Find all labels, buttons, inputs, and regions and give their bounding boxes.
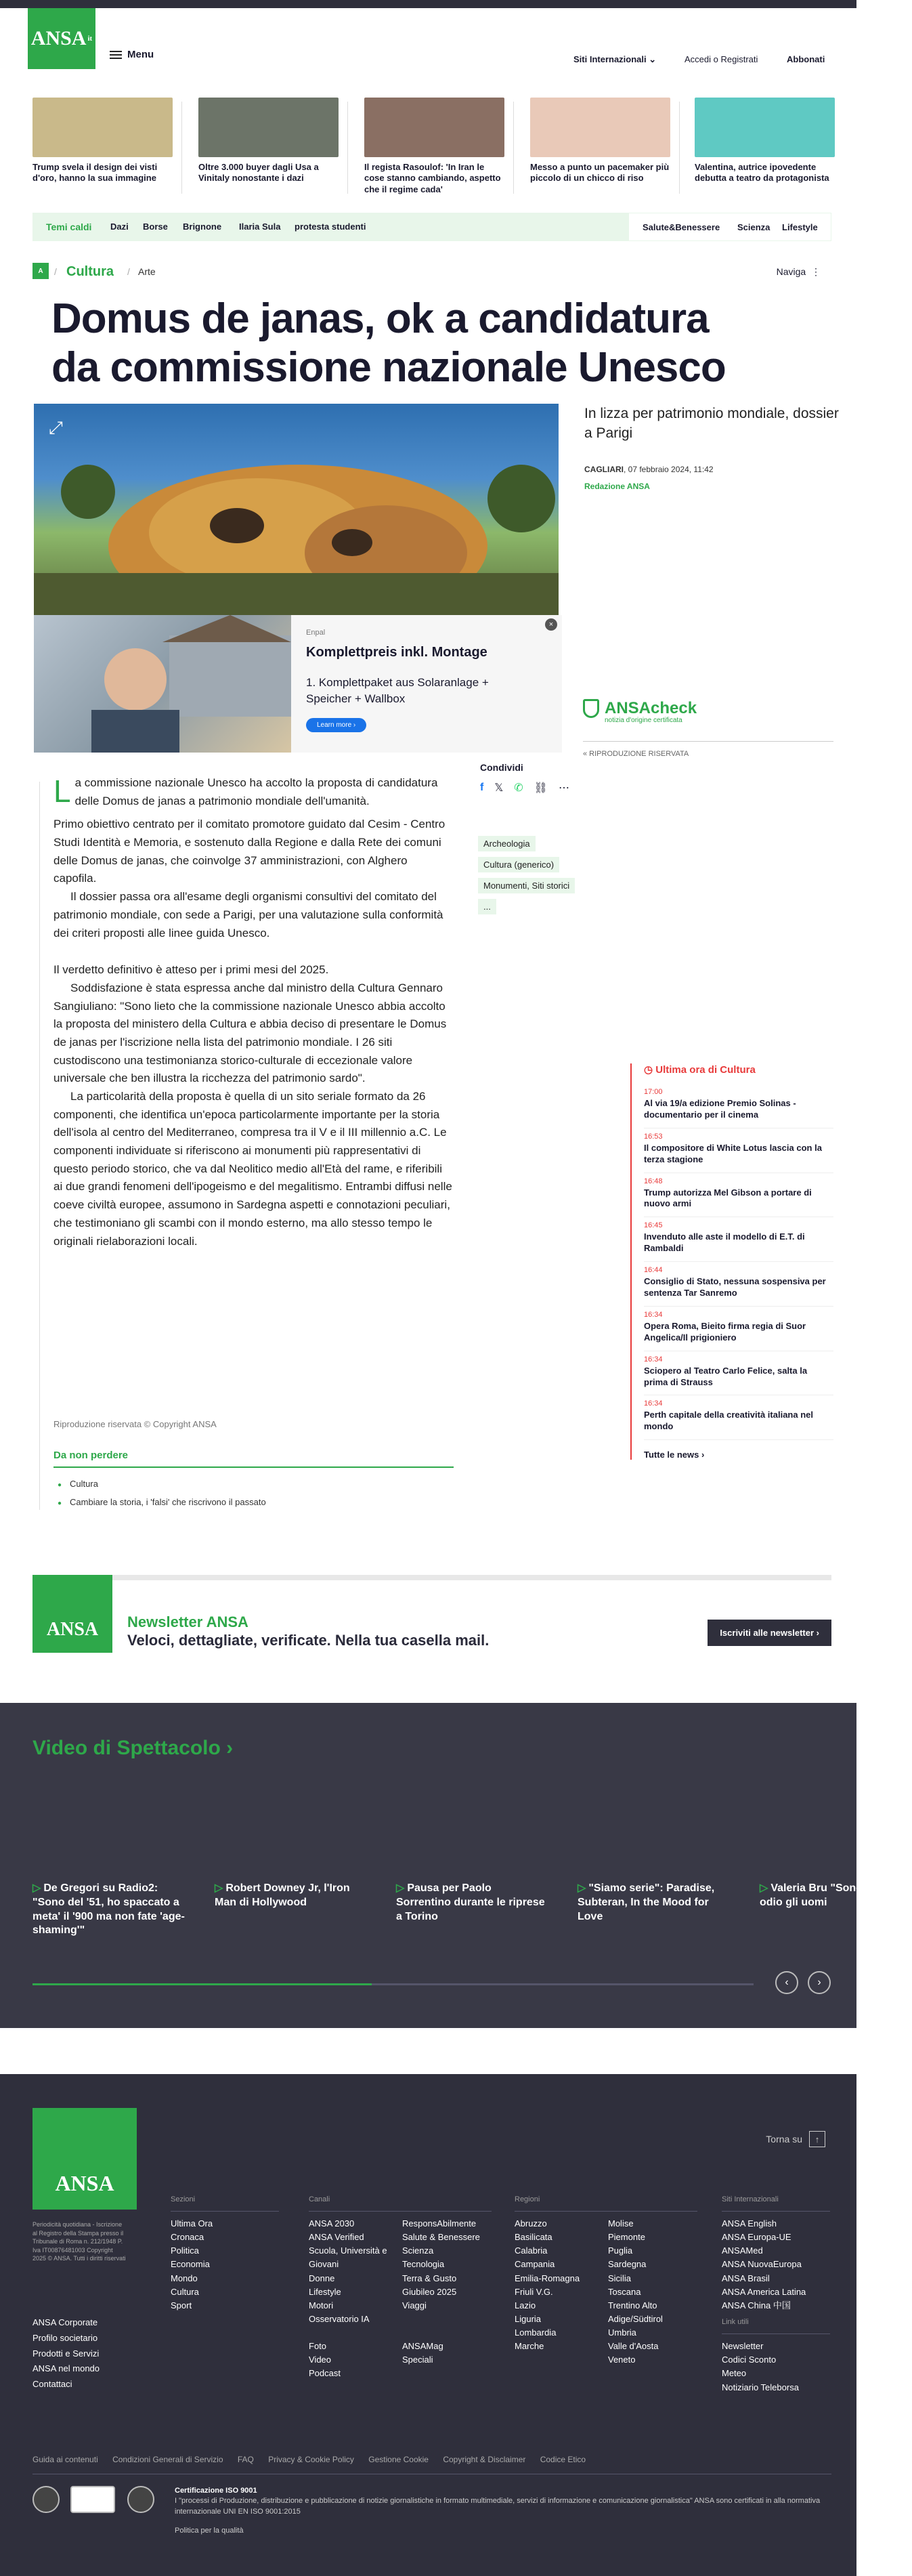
news-headline: Al via 19/a edizione Premio Solinas - documentario per il cinema [644,1098,796,1120]
footer-bottom-links [32,2455,831,2474]
footer-link[interactable]: Privacy & Cookie Policy [268,2455,354,2464]
article-paragraph: Primo obiettivo centrato per il comitato promotore guidato dal Cesim - Centro Studi Identità e Memoria, e sostenuto dalla Regione e dalla Rete dei comuni delle Domus de janas, che coinvolge 37 amministrazioni, con Alghero capofila. [53,818,446,885]
footer-regions [515,2194,697,2367]
news-time: 16:48 [644,1177,663,1185]
footer-link[interactable]: Puglia [608,2245,633,2256]
top-bar [0,0,856,8]
footer-link[interactable]: Giubileo 2025 [402,2286,457,2297]
article-dateline [584,465,714,474]
certification-seal-icon [32,2486,60,2513]
article-subheadline: In lizza per patrimonio mondiale, dossier a Parigi [584,406,839,442]
play-icon: ▷ [32,1882,41,1894]
footer-link[interactable]: Ultima Ora [171,2218,213,2229]
footer-link[interactable]: Donne [309,2273,335,2283]
news-title: Il regista Rasoulof: 'In Iran le cose stanno cambiando, aspetto che il regime cada' [364,162,501,194]
footer-link[interactable]: Sicilia [608,2273,631,2283]
footer-link[interactable]: Emilia-Romagna [515,2273,580,2283]
footer-link[interactable]: Friuli V.G. [515,2286,553,2297]
footer-link[interactable]: Viaggi [402,2300,427,2310]
footer-link[interactable]: Notiziario Teleborsa [722,2382,799,2392]
ad-photo [34,615,291,753]
latest-news-item[interactable] [644,1307,833,1351]
hamburger-icon [110,51,122,59]
video-card[interactable] [396,1882,548,1924]
news-title: Trump svela il design dei visti d'oro, hanno la sua immagine [32,162,158,184]
news-headline: Sciopero al Teatro Carlo Felice, salta la prima di Strauss [644,1365,808,1387]
footer-link[interactable]: Video [309,2355,332,2365]
footer-link[interactable]: Calabria [515,2245,548,2256]
latest-news-title [644,1063,833,1076]
site-footer [0,2074,856,2576]
divider [679,102,680,194]
news-card[interactable] [695,98,835,184]
hot-topics-right [628,213,831,241]
latest-news-item[interactable] [644,1084,833,1128]
clock-icon: ◷ [644,1064,653,1076]
site-header [0,8,856,70]
menu-button[interactable] [110,49,154,60]
latest-news-item[interactable] [644,1395,833,1440]
news-thumbnail [364,98,504,157]
play-icon: ▷ [578,1882,586,1894]
hot-topic-link[interactable]: Brignone [183,221,222,232]
login-link[interactable]: Accedi o Registrati [685,54,758,64]
footer-link[interactable]: Marche [515,2341,544,2352]
more-icon[interactable]: ⋯ [558,782,569,794]
footer-international [722,2194,830,2394]
footer-link[interactable]: Veneto [608,2355,636,2365]
footer-link[interactable]: Scienza [402,2245,434,2256]
newsletter-banner [32,1575,831,1653]
footer-link[interactable]: Foto [309,2341,327,2352]
footer-link[interactable]: Condizioni Generali di Servizio [112,2455,223,2464]
latest-news-item[interactable] [644,1217,833,1262]
news-title: Valentina, autrice ipovedente debutta a teatro da protagonista [695,162,829,184]
channel-link[interactable]: Scienza [737,222,770,232]
news-time: 16:34 [644,1310,663,1319]
article-body [53,774,453,1250]
copy-link-icon[interactable]: ⛓ [534,782,548,794]
footer-link[interactable]: ANSAMed [722,2245,763,2256]
news-time: 17:00 [644,1088,663,1096]
footer-link[interactable]: FAQ [237,2455,254,2464]
article-paragraph: Il dossier passa ora all'esame degli organismi consultivi del comitato del patrimonio mondiale, con sede a Parigi, per una valutazione sulla conformità dei criteri proposti alle linee guida Unesco. [53,890,443,939]
footer-col-head: Sezioni [171,2194,279,2212]
carousel-progress [32,1983,754,1985]
footer-link[interactable]: Lifestyle [309,2286,341,2297]
footer-link[interactable]: Meteo [722,2368,747,2379]
menu-label: Menu [127,49,154,60]
footer-link[interactable]: Newsletter [722,2341,764,2352]
video-card[interactable] [578,1882,730,1924]
video-card[interactable] [32,1882,185,1938]
article-hero-image[interactable] [34,404,559,618]
footer-link[interactable]: Piemonte [608,2232,645,2243]
news-time: 16:34 [644,1399,663,1408]
footer-link[interactable]: ANSA China 中国 [722,2300,791,2310]
footer-link[interactable]: Terra & Gusto [402,2273,457,2283]
video-card[interactable] [760,1882,898,1910]
news-headline: Perth capitale della creatività italiana nel mondo [644,1410,813,1432]
ansacheck-title: ANSAcheck [605,699,697,717]
news-card[interactable] [530,98,670,184]
ansacheck-subtitle: notizia d'origine certificata [605,717,682,724]
video-title: Valeria Bru "Sono femmi odio gli uomi [760,1882,898,1908]
news-time: 16:45 [644,1221,663,1230]
ad-brand: Enpal [306,629,326,637]
article-headline: Domus de janas, ok a candidatura da commissione nazionale Unesco [51,295,726,391]
naviga-menu[interactable] [777,266,821,278]
footer-link[interactable]: Copyright & Disclaimer [443,2455,526,2464]
footer-col-head: Link utili [722,2317,830,2334]
newsletter-subscribe-button[interactable]: Iscriviti alle newsletter › [708,1620,831,1646]
iso-badge-icon [70,2486,115,2513]
certification-description: I "processi di Produzione, distribuzione e pubblicazione di notizie giornalistiche in formato multimediale, servizi di informazione e comunicazione giornalistica" ANSA sono certificati in alla normativa internazionale UNI EN ISO 9001:2015 [175,2497,821,2516]
footer-link[interactable]: ANSA Brasil [722,2273,770,2283]
footer-link[interactable]: Prodotti e Servizi [32,2348,100,2359]
news-headline: Invenduto alle aste il modello di E.T. di Rambaldi [644,1231,805,1254]
footer-link[interactable]: Economia [171,2259,210,2270]
latest-news-item[interactable] [644,1128,833,1173]
x-twitter-icon[interactable]: 𝕏 [494,782,504,794]
certification-title: Certificazione ISO 9001 [175,2487,257,2495]
footer-link[interactable]: Guida ai contenuti [32,2455,98,2464]
footer-link[interactable]: Campania [515,2259,555,2270]
hero-photo [34,404,559,618]
breadcrumb [32,263,831,280]
share-title: Condividi [480,762,523,773]
footer-link[interactable]: ANSA nel mondo [32,2363,100,2374]
footer-logo[interactable]: ANSA [32,2108,137,2210]
news-time: 16:34 [644,1355,663,1364]
ad-title: Komplettpreis inkl. Montage [306,645,487,660]
footer-corporate-links [32,2315,100,2392]
footer-link[interactable]: Abruzzo [515,2218,547,2229]
video-card[interactable] [215,1882,367,1910]
footer-col-head: Siti Internazionali [722,2194,830,2212]
ad-learn-more-button[interactable]: Learn more › [306,718,366,732]
news-thumbnail [695,98,835,157]
breadcrumb-separator: / [127,266,130,277]
news-headline: Consiglio di Stato, nessuna sospensiva per sentenza Tar Sanremo [644,1276,826,1298]
newsletter-title: Newsletter ANSA [127,1613,248,1630]
latest-news-title-text: Ultima ora di Cultura [655,1064,756,1076]
article-paragraph [53,774,453,810]
non-perdere-title: Da non perdere [53,1450,454,1468]
video-section [0,1703,898,2028]
footer-link[interactable]: Gestione Cookie [368,2455,429,2464]
tag[interactable]: Archeologia [478,836,536,851]
non-perdere-item[interactable]: ● Cambiare la storia, i 'falsi' che riscrivono il passato [58,1497,266,1507]
footer-col-head: Regioni [515,2194,697,2212]
footer-link[interactable]: Basilicata [515,2232,552,2243]
channel-link[interactable]: Lifestyle [782,222,818,232]
news-headline: Opera Roma, Bieito firma regia di Suor Angelica/Il prigioniero [644,1320,806,1343]
non-perdere-list [58,1479,266,1515]
video-section-title[interactable]: Video di Spettacolo › [32,1737,234,1759]
footer-link[interactable]: Motori [309,2300,334,2310]
breadcrumb-category[interactable]: Cultura [66,264,114,279]
divider [181,102,182,194]
footer-link[interactable]: Sport [171,2300,192,2310]
play-icon: ▷ [215,1882,223,1894]
footer-link[interactable]: Lombardia [515,2327,557,2338]
news-title: Messo a punto un pacemaker più piccolo di un chicco di riso [530,162,670,184]
shield-check-icon [583,699,599,718]
footer-link[interactable]: Salute & Benessere [402,2232,480,2243]
article-paragraph: Il verdetto definitivo è atteso per i primi mesi del 2025. [53,963,329,977]
article-paragraph: La particolarità della proposta è quella di un sito seriale formato da 26 componenti, che identifica un'epoca particolarmente importante per la storia dell'isola al centro del Mediterraneo, compresa tra il V e il III millennio a.C. Le componenti individuate si riferiscono ai monumenti più rappresentativi di questo periodo storico, che va dal Neolitico medio all'Età del rame, e riferibili ai due grandi fenomeni dell'ipogeismo e del megalitismo. Entrambi diffusi nelle coeve civiltà europee, assumono in Sardegna aspetti e connotazioni peculiari, che testimoniano gli scambi con il mondo esterno, ma allo stesso tempo le originali rielaborazioni locali. [53,1090,452,1248]
footer-link[interactable]: Toscana [608,2286,641,2297]
advertisement[interactable] [34,615,562,753]
tag[interactable]: Monumenti, Siti storici [478,878,575,893]
news-headline: Il compositore di White Lotus lascia con la terza stagione [644,1142,822,1164]
naviga-label: Naviga [776,266,806,277]
article-place: CAGLIARI [584,465,624,474]
footer-link[interactable]: ANSA Verified [309,2232,364,2243]
facebook-icon[interactable]: f [480,782,484,793]
news-card[interactable] [32,98,173,184]
logo-suffix: it [87,35,93,43]
quality-policy-link[interactable]: Politica per la qualità [175,2527,244,2535]
footer-link[interactable]: Umbria [608,2327,636,2338]
news-card[interactable] [364,98,504,195]
carousel-progress-fill [32,1983,372,1985]
footer-link[interactable]: ResponsAbilmente [402,2218,477,2229]
news-thumbnail [32,98,173,157]
video-title: Robert Downey Jr, l'Iron Man di Hollywood [215,1882,350,1908]
footer-link[interactable]: Lazio [515,2300,536,2310]
video-title: Pausa per Paolo Sorrentino durante le riprese a Torino [396,1882,545,1922]
footer-link[interactable]: Scuola, Università e Giovani [309,2245,387,2270]
footer-link[interactable]: ANSA NuovaEuropa [722,2259,802,2270]
footer-link[interactable]: Sardegna [608,2259,647,2270]
news-time: 16:44 [644,1266,663,1275]
news-headline: Trump autorizza Mel Gibson a portare di nuovo armi [644,1187,812,1209]
footer-legal: Periodicità quotidiana - Iscrizione al Registro della Stampa presso il Tribunale di Roma n. 212/1948 P. Iva IT00876481003 Copyright 2025 © ANSA. Tutti i diritti riservati [32,2221,126,2262]
footer-link[interactable]: Codici Sconto [722,2355,777,2365]
back-to-top-label: Torna su [766,2134,802,2145]
expand-icon[interactable]: ⤢ [49,417,63,438]
newsletter-subtitle: Veloci, dettagliate, verificate. Nella tua casella mail. [127,1632,490,1649]
footer-link[interactable]: ANSA 2030 [309,2218,355,2229]
ad-close-icon[interactable]: × [545,618,557,631]
article-date: , 07 febbraio 2024, 11:42 [624,465,714,474]
siti-internazionali-dropdown[interactable] [573,54,656,65]
video-title: De Gregori su Radio2: "Sono del '51, ho spaccato a meta' il '900 ma non fate 'age-shaming'" [32,1882,185,1937]
logo-text: ANSA [30,27,87,49]
footer-link[interactable]: Liguria [515,2314,542,2325]
carousel-prev-icon[interactable]: ‹ [775,1971,798,1994]
ansa-logo[interactable] [28,8,95,69]
arrow-up-icon: ↑ [809,2131,825,2147]
latest-news-item[interactable] [644,1262,833,1307]
footer-link[interactable]: Cronaca [171,2232,204,2243]
news-time: 16:53 [644,1132,663,1141]
footer-link[interactable]: ANSA America Latina [722,2286,806,2297]
play-icon: ▷ [760,1882,768,1894]
latest-news-item[interactable] [644,1173,833,1218]
footer-link[interactable]: Cultura [171,2286,199,2297]
hot-topic-link[interactable]: protesta studenti [295,221,366,232]
newsletter-logo: ANSA [32,1575,112,1653]
dropcap: L [53,774,71,809]
paragraph-text: a commissione nazionale Unesco ha accolto la proposta di candidatura delle Domus de janas a patrimonio mondiale dell'umanità. [74,776,438,807]
footer-link[interactable]: Politica [171,2245,199,2256]
ansa-mini-icon: A [32,263,49,279]
news-title: Oltre 3.000 buyer dagli Usa a Vinitaly nonostante i dazi [198,162,319,184]
all-news-link[interactable]: Tutte le news › [644,1450,705,1460]
footer-link[interactable]: Tecnologia [402,2259,445,2270]
footer-col-head: Canali [309,2194,492,2212]
hot-topics-bar [32,213,831,241]
footer-link[interactable]: Molise [608,2218,634,2229]
non-perdere-item[interactable]: ● Cultura [58,1479,266,1489]
latest-news-panel [630,1063,833,1460]
footer-link[interactable]: Codice Etico [540,2455,586,2464]
article-author[interactable]: Redazione ANSA [584,482,650,491]
breadcrumb-separator: / [54,266,57,277]
ad-image [34,615,291,753]
channel-link[interactable]: Salute&Benessere [643,222,720,232]
back-to-top[interactable] [766,2131,825,2147]
hot-topic-link[interactable]: Dazi [110,221,129,232]
certification-text [175,2486,838,2517]
tag-more[interactable]: ... [478,899,496,914]
footer-link[interactable]: Profilo societario [32,2332,98,2343]
footer-channels [309,2194,492,2381]
subscribe-link[interactable]: Abbonati [787,54,825,64]
whatsapp-icon[interactable]: ✆ [514,782,523,794]
article-copyright: Riproduzione riservata © Copyright ANSA [53,1419,217,1429]
accreditation-seal-icon [127,2486,154,2513]
play-icon: ▷ [396,1882,405,1894]
divider [347,102,348,194]
footer-link[interactable]: ANSAMag [402,2341,443,2352]
hot-topic-link[interactable]: Ilaria Sula [239,221,281,232]
breadcrumb-subcategory[interactable]: Arte [138,266,156,277]
footer-link[interactable]: ANSA English [722,2218,777,2229]
video-title: "Siamo serie": Paradise, Subteran, In the Mood for Love [578,1882,715,1922]
footer-link[interactable]: ANSA Corporate [32,2317,98,2327]
article-left-border [39,782,40,1510]
kebab-icon: ⋮ [811,266,821,277]
news-thumbnail [530,98,670,157]
footer-sections [171,2194,279,2313]
latest-news-item[interactable] [644,1351,833,1396]
footer-link[interactable]: Contattaci [32,2379,72,2389]
tag[interactable]: Cultura (generico) [478,857,559,872]
footer-link[interactable]: ANSA Europa-UE [722,2232,791,2243]
chevron-down-icon: ⌄ [649,54,657,64]
footer-link[interactable]: Trentino Alto Adige/Südtirol [608,2300,663,2325]
article-paragraph: Soddisfazione è stata espressa anche dal ministro della Cultura Gennaro Sangiuliano: "Sono lieto che la commissione nazionale Unesco abbia accolto la proposta del ministero della Cultura e abbia deciso di presentare le Domus de janas per l'iscrizione nella lista del patrimonio mondiale. I 26 siti custodiscono una testimonianza storico-culturale di eccezionale valore universale che ben illustra la ricchezza del patrimonio sardo". [53,981,447,1085]
reproduction-notice: « RIPRODUZIONE RISERVATA [583,741,833,758]
ad-text: 1. Komplettpaket aus Solaranlage + Speicher + Wallbox [306,676,489,705]
footer-link[interactable]: Mondo [171,2273,198,2283]
top-news-strip [32,98,831,199]
footer-link[interactable]: Valle d'Aosta [608,2341,659,2352]
footer-link[interactable]: Osservatorio IA [309,2314,370,2325]
news-thumbnail [198,98,339,157]
footer-link[interactable]: Podcast [309,2368,341,2379]
hot-topic-link[interactable]: Borse [143,221,168,232]
hot-topics-label: Temi caldi [46,221,92,232]
carousel-next-icon[interactable]: › [808,1971,831,1994]
newsletter-top-line [32,1575,831,1580]
tag-list [478,836,575,920]
news-card[interactable] [198,98,339,184]
footer-link[interactable]: Speciali [402,2355,433,2365]
share-box [480,762,569,795]
divider [513,102,514,194]
siti-label: Siti Internazionali [573,54,647,64]
